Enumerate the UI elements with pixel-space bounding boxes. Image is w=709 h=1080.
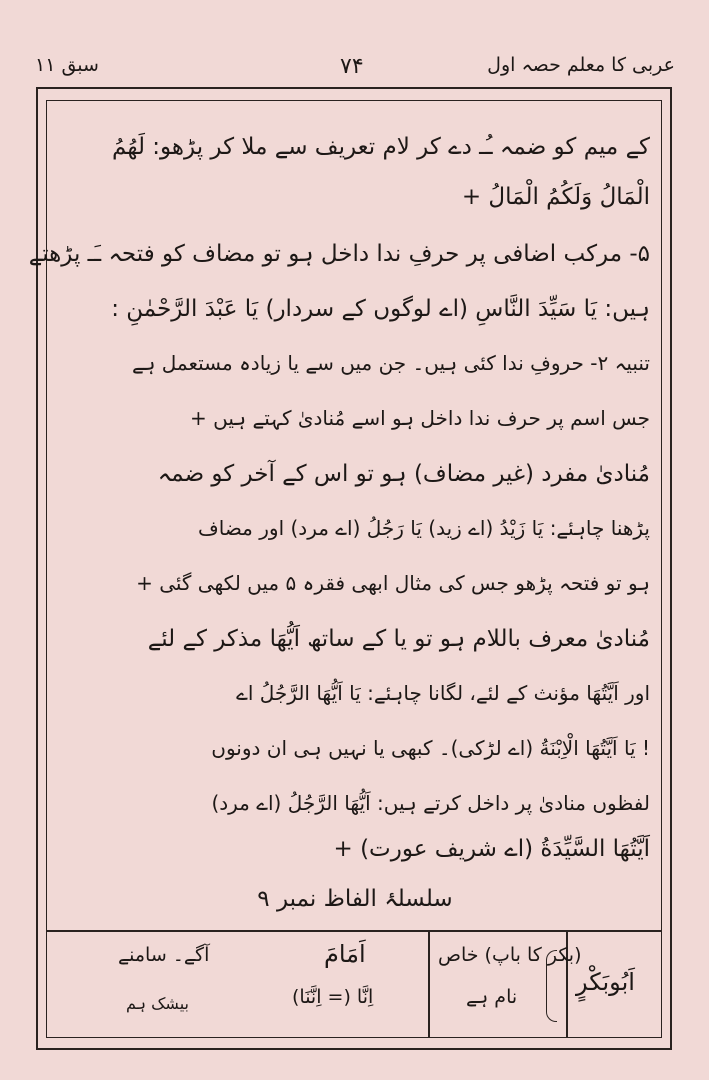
table-column-divider [428, 930, 430, 1038]
vocab-table [46, 930, 662, 1038]
vocab-word-abubakr: اَبُوبَكْرٍ [576, 968, 635, 996]
body-line: تنبیہ ۲- حروفِ ندا کئی ہیں۔ جن میں سے یا زیادہ مستعمل ہے [131, 351, 650, 375]
body-line: پڑھنا چاہئے: يَا زَيْدُ (اے زید) يَا رَجُلُ (اے مرد) اور مضاف [198, 516, 650, 540]
body-line: اَيَّتُهَا السَّيِّدَةُ (اے شریف عورت) + [333, 836, 650, 862]
body-line: کے میم کو ضمہ ـُـ دے کر لام تعریف سے ملا کر پڑھو: لَهُمُ [112, 134, 650, 160]
table-top-rule [46, 930, 662, 932]
page-number: ۷۴ [340, 54, 364, 79]
lesson-number: سبق ۱۱ [35, 54, 99, 76]
vocab-meaning: آگے۔ سامنے [118, 944, 210, 966]
vocab-meaning: نام ہے [466, 986, 518, 1008]
body-line: مُنادیٰ مفرد (غیر مضاف) ہو تو اس کے آخر کو ضمہ [157, 461, 650, 487]
vocab-section-heading: سلسلۂ الفاظ نمبر ۹ [257, 886, 453, 912]
body-line: لفظوں منادیٰ پر داخل کرتے ہیں: اَيُّهَا الرَّجُلُ (اے مرد) [211, 791, 650, 815]
vocab-meaning: بیشک ہم [126, 994, 189, 1013]
book-title: عربی کا معلم حصہ اول [487, 54, 675, 76]
vocab-word-amama: اَمَامَ [324, 940, 366, 968]
page-header [35, 48, 675, 88]
body-line: ہو تو فتحہ پڑھو جس کی مثال ابھی فقرہ ۵ میں لکھی گئی + [136, 571, 650, 595]
body-line: ہیں: يَا سَيِّدَ النَّاسِ (اے لوگوں کے سردار) يَا عَبْدَ الرَّحْمٰنِ : [111, 296, 650, 322]
body-line: الْمَالُ وَلَكُمُ الْمَالُ + [461, 184, 650, 210]
body-line: اور اَيَّتُهَا مؤنث کے لئے، لگانا چاہئے: يَا اَيُّهَا الرَّجُلُ اے [236, 681, 650, 705]
body-line: ! يَا اَيَّتُهَا الْاِبْنَةُ (اے لڑکی)۔ کبھی یا نہیں ہی ان دونوں [211, 736, 650, 760]
vocab-meaning: (بکر کا باپ) خاص [438, 944, 582, 966]
body-line: مُنادیٰ معرف باللام ہو تو یا کے ساتھ اَيُّهَا مذکر کے لئے [147, 626, 650, 652]
body-line: ۵- مرکب اضافی پر حرفِ ندا داخل ہو تو مضاف کو فتحہ ـَـ پڑھتے [28, 241, 650, 267]
vocab-word-inna: اِنَّا (= اِنَّنَا) [292, 986, 374, 1008]
body-line: جس اسم پر حرف ندا داخل ہو اسے مُنادیٰ کہتے ہیں + [190, 406, 650, 430]
